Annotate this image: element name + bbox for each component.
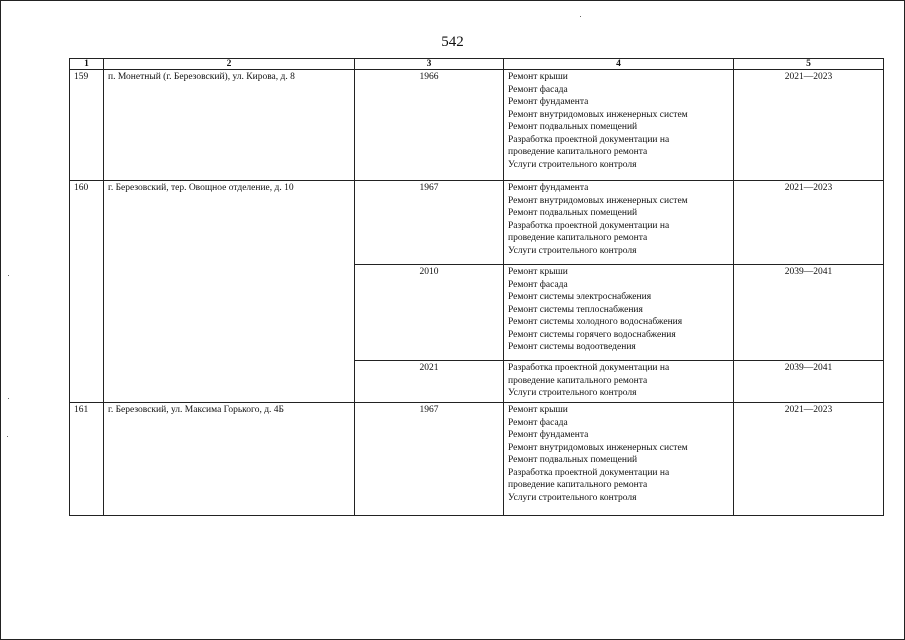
page-number: 542 <box>441 34 464 50</box>
header-col-3: 3 <box>355 59 504 70</box>
work-item: проведение капитального ремонта <box>508 375 648 386</box>
work-item: Ремонт подвальных помещений <box>508 122 638 132</box>
row-period: 2021—2023 <box>734 403 884 516</box>
work-item: Услуги строительного контроля <box>508 388 637 398</box>
work-item: Разработка проектной документации на <box>508 134 670 145</box>
row-address: г. Березовский, тер. Овощное отделение, д. 10 <box>104 181 355 403</box>
work-item: проведение капитального ремонта <box>508 147 648 157</box>
work-item: Ремонт системы горячего водоснабжения <box>508 329 676 340</box>
table-row <box>70 181 884 265</box>
row-year: 1967 <box>355 403 504 516</box>
work-item: Ремонт фасада <box>508 417 568 428</box>
row-period: 2039—2041 <box>734 265 884 361</box>
work-item: Ремонт фасада <box>508 84 568 95</box>
row-number: 161 <box>70 403 104 516</box>
row-works <box>504 361 734 403</box>
header-col-5: 5 <box>734 59 884 70</box>
row-works <box>504 181 734 265</box>
row-period: 2039—2041 <box>734 361 884 403</box>
work-item: Ремонт внутридомовых инженерных систем <box>508 442 688 453</box>
row-works <box>504 265 734 361</box>
work-item: Ремонт фундамента <box>508 430 589 440</box>
work-item: Ремонт подвальных помещений <box>508 208 638 218</box>
row-works <box>504 403 734 516</box>
scan-speck <box>8 275 9 276</box>
work-item: Ремонт крыши <box>508 72 568 82</box>
work-item: Ремонт фундамента <box>508 183 589 193</box>
header-col-1: 1 <box>70 59 104 70</box>
row-year: 2010 <box>355 265 504 361</box>
row-period: 2021—2023 <box>734 70 884 181</box>
row-number: 159 <box>70 70 104 181</box>
work-item: Ремонт крыши <box>508 267 568 277</box>
table-body <box>70 70 884 516</box>
row-year: 1967 <box>355 181 504 265</box>
work-item: Ремонт системы холодного водоснабжения <box>508 317 683 327</box>
scan-speck <box>8 398 9 399</box>
row-address: г. Березовский, ул. Максима Горького, д. 4Б <box>104 403 355 516</box>
scan-speck <box>7 436 8 437</box>
repair-schedule-table <box>69 58 884 516</box>
row-year: 2021 <box>355 361 504 403</box>
row-year: 1966 <box>355 70 504 181</box>
work-item: Ремонт подвальных помещений <box>508 455 638 465</box>
work-item: Ремонт фундамента <box>508 97 589 107</box>
work-item: проведение капитального ремонта <box>508 233 648 243</box>
work-item: Разработка проектной документации на <box>508 363 670 373</box>
header-row <box>70 59 884 70</box>
work-item: Ремонт системы электроснабжения <box>508 292 652 302</box>
work-item: Ремонт внутридомовых инженерных систем <box>508 195 688 206</box>
header-col-4: 4 <box>504 59 734 70</box>
table-row <box>70 403 884 516</box>
row-number: 160 <box>70 181 104 403</box>
work-item: Ремонт системы водоотведения <box>508 342 636 352</box>
row-address: п. Монетный (г. Березовский), ул. Кирова, д. 8 <box>104 70 355 181</box>
work-item: Разработка проектной документации на <box>508 467 670 478</box>
header-col-2: 2 <box>104 59 355 70</box>
scan-speck <box>580 16 581 17</box>
row-period: 2021—2023 <box>734 181 884 265</box>
row-works <box>504 70 734 181</box>
work-item: Ремонт крыши <box>508 405 568 415</box>
table-row <box>70 70 884 181</box>
work-item: Услуги строительного контроля <box>508 245 637 256</box>
work-item: Ремонт системы теплоснабжения <box>508 304 643 315</box>
work-item: Услуги строительного контроля <box>508 159 637 170</box>
work-item: Ремонт внутридомовых инженерных систем <box>508 109 688 120</box>
work-item: Услуги строительного контроля <box>508 492 637 503</box>
work-item: Разработка проектной документации на <box>508 220 670 231</box>
work-item: проведение капитального ремонта <box>508 480 648 490</box>
work-item: Ремонт фасада <box>508 279 568 290</box>
